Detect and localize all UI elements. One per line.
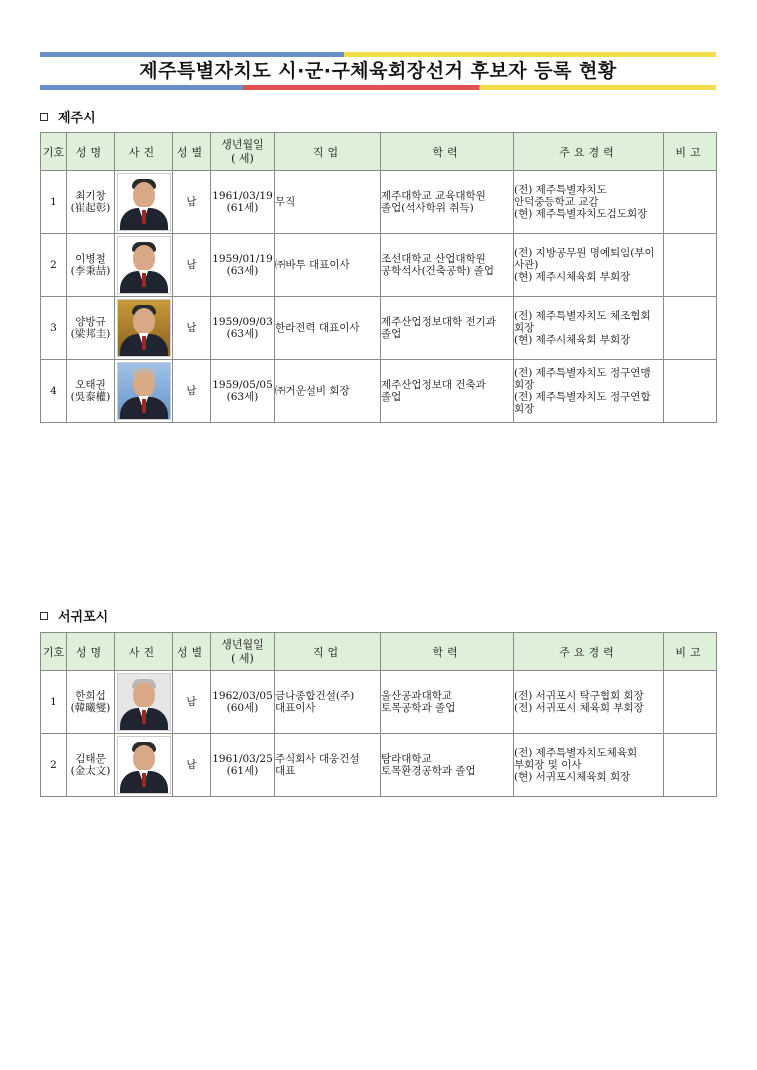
cell-career [514,171,664,234]
cell-job [275,171,381,234]
cell-career [514,360,664,423]
cell-note [664,171,717,234]
table-row [41,360,717,423]
square-bullet-icon [40,113,48,121]
header-sex: 성별 [173,633,211,671]
cell-note [664,671,717,734]
header-birth-line: 생년월일 [221,137,264,151]
cell-education-line: 제주산업정보대학 전기과 [381,316,496,328]
header-note: 비고 [664,633,717,671]
page-title: 제주특별자치도 시·군·구체육회장선거 후보자 등록 현황 [139,60,617,82]
cell-job-line: 한라전력 대표이사 [275,322,360,334]
cell-career [514,734,664,797]
banner-stripe-bottom [40,85,716,90]
cell-career-line: (전) 제주특별자치도 [514,184,607,196]
cell-sex: 남 [173,234,211,297]
cell-career-line: (현) 제주특별자치도검도회장 [514,208,648,220]
header-career: 주요경력 [514,133,664,171]
cell-name [67,171,115,234]
cell-name [67,734,115,797]
cell-note [664,734,717,797]
header-name: 성명 [67,133,115,171]
square-bullet-icon [40,612,48,620]
header-note: 비고 [664,133,717,171]
cell-education [381,671,514,734]
cell-no: 1 [41,671,67,734]
cell-no: 4 [41,360,67,423]
cell-career-line: (전) 제주특별자치도 체조협회 회장 [514,310,651,334]
section-heading-text: 서귀포시 [58,610,109,625]
table-row [41,297,717,360]
header-age-line: ( 세) [231,151,254,165]
candidate-table-seogwipo [40,632,717,797]
age: (63세) [226,328,259,340]
photo-face [133,745,155,771]
cell-education-line: 제주산업정보대 건축과 [381,379,486,391]
cell-education [381,171,514,234]
photo-face [133,682,155,708]
header-no: 기호 [41,633,67,671]
header-birth [211,133,275,171]
cell-education [381,360,514,423]
photo-face [133,371,155,397]
photo-tie [142,399,146,413]
cell-job-line: 대표 [275,765,296,777]
cell-career-line: 안덕중등학교 교감 [514,196,599,208]
section-heading-seogwipo [40,606,108,625]
cell-job [275,360,381,423]
candidate-photo [117,673,171,731]
candidate-photo [117,299,171,357]
photo-tie [142,336,146,350]
candidate-hanja: (梁邦圭) [70,328,111,340]
candidate-photo [117,362,171,420]
cell-name [67,360,115,423]
cell-birth [211,734,275,797]
cell-education-line: 토목공학과 졸업 [381,702,456,714]
cell-photo [115,234,173,297]
candidate-name: 오태권 [75,379,106,391]
cell-career-line: (전) 제주특별자치도체육회 [514,747,638,759]
header-photo: 사진 [115,633,173,671]
cell-no: 3 [41,297,67,360]
cell-career-line: (현) 서귀포시체육회 회장 [514,771,631,783]
cell-job-line: 무직 [275,196,296,208]
cell-name [67,671,115,734]
cell-job [275,297,381,360]
cell-career-line: (현) 제주시체육회 부회장 [514,334,631,346]
cell-job-line: ㈜거운설비 회장 [275,385,350,397]
age: (63세) [226,265,259,277]
cell-education [381,297,514,360]
candidate-name: 양방규 [75,316,106,328]
candidate-photo [117,236,171,294]
cell-birth [211,171,275,234]
table-header-row [41,133,717,171]
cell-photo [115,297,173,360]
birth-date: 1961/03/25 [212,753,273,765]
candidate-hanja: (李秉喆) [70,265,111,277]
header-no: 기호 [41,133,67,171]
candidate-hanja: (吳泰權) [70,391,111,403]
table-row [41,171,717,234]
candidate-photo [117,736,171,794]
cell-birth [211,360,275,423]
cell-sex: 남 [173,671,211,734]
cell-job [275,671,381,734]
candidate-hanja: (崔起彰) [70,202,111,214]
cell-sex: 남 [173,734,211,797]
cell-education-line: 토목환경공학과 졸업 [381,765,476,777]
cell-career [514,671,664,734]
cell-education-line: 탐라대학교 [381,753,432,765]
cell-career [514,234,664,297]
candidate-name: 김태문 [75,753,106,765]
cell-education-line: 제주대학교 교육대학원 [381,190,486,202]
photo-face [133,182,155,208]
cell-sex: 남 [173,171,211,234]
photo-tie [142,710,146,724]
cell-photo [115,171,173,234]
cell-note [664,234,717,297]
cell-birth [211,297,275,360]
cell-education-line: 조선대학교 산업대학원 [381,253,486,265]
cell-note [664,297,717,360]
age: (63세) [226,391,259,403]
header-age-line: ( 세) [231,651,254,665]
candidate-hanja: (金太文) [70,765,111,777]
cell-job-line: ㈜바투 대표이사 [275,259,350,271]
photo-tie [142,210,146,224]
candidate-table-jeju [40,132,717,423]
cell-no: 2 [41,734,67,797]
cell-education-line: 졸업 [381,328,402,340]
age: (61세) [226,202,259,214]
birth-date: 1962/03/05 [212,690,273,702]
candidate-hanja: (韓曦燮) [70,702,111,714]
cell-no: 2 [41,234,67,297]
birth-date: 1959/01/19 [212,253,273,265]
header-education: 학력 [381,133,514,171]
cell-name [67,234,115,297]
cell-sex: 남 [173,360,211,423]
cell-education-line: 공학석사(건축공학) 졸업 [381,265,494,277]
title-banner [40,52,716,90]
cell-career-line: (전) 제주특별자치도 정구연합 회장 [514,391,651,415]
cell-career-line: (전) 지방공무원 명예퇴임(부이사관) [514,247,655,271]
cell-career-line: (전) 제주특별자치도 정구연맹 회장 [514,367,651,391]
table-header-row [41,633,717,671]
header-career: 주요경력 [514,633,664,671]
header-sex: 성별 [173,133,211,171]
cell-career-line: (전) 서귀포시 탁구협회 회장 [514,690,644,702]
age: (60세) [226,702,259,714]
table-row [41,234,717,297]
cell-education-line: 졸업(석사학위 취득) [381,202,474,214]
cell-job-line: 대표이사 [275,702,316,714]
cell-job-line: 금나종합건설(주) [275,690,355,702]
cell-career-line: (현) 제주시체육회 부회장 [514,271,631,283]
cell-job-line: 주식회사 대웅건설 [275,753,360,765]
cell-career-line: (전) 서귀포시 체육회 부회장 [514,702,644,714]
section-heading-jeju [40,107,96,126]
candidate-photo [117,173,171,231]
cell-education [381,734,514,797]
birth-date: 1959/09/03 [212,316,273,328]
photo-face [133,245,155,271]
cell-education [381,234,514,297]
cell-no: 1 [41,171,67,234]
birth-date: 1959/05/05 [212,379,273,391]
header-job: 직업 [275,133,381,171]
cell-sex: 남 [173,297,211,360]
header-birth [211,633,275,671]
section-heading-text: 제주시 [58,111,96,126]
age: (61세) [226,765,259,777]
header-job: 직업 [275,633,381,671]
cell-photo [115,734,173,797]
cell-career [514,297,664,360]
cell-photo [115,671,173,734]
cell-name [67,297,115,360]
candidate-name: 한희섭 [75,690,106,702]
header-photo: 사진 [115,133,173,171]
cell-note [664,360,717,423]
photo-tie [142,273,146,287]
cell-photo [115,360,173,423]
candidate-name: 이병철 [75,253,106,265]
candidate-name: 최기창 [75,190,106,202]
cell-birth [211,234,275,297]
photo-tie [142,773,146,787]
header-education: 학력 [381,633,514,671]
birth-date: 1961/03/19 [212,190,273,202]
cell-job [275,734,381,797]
header-birth-line: 생년월일 [221,637,264,651]
cell-education-line: 졸업 [381,391,402,403]
photo-face [133,308,155,334]
table-row [41,734,717,797]
cell-job [275,234,381,297]
cell-education-line: 울산공과대학교 [381,690,453,702]
table-row [41,671,717,734]
header-name: 성명 [67,633,115,671]
cell-birth [211,671,275,734]
cell-career-line: 부회장 및 이사 [514,759,582,771]
